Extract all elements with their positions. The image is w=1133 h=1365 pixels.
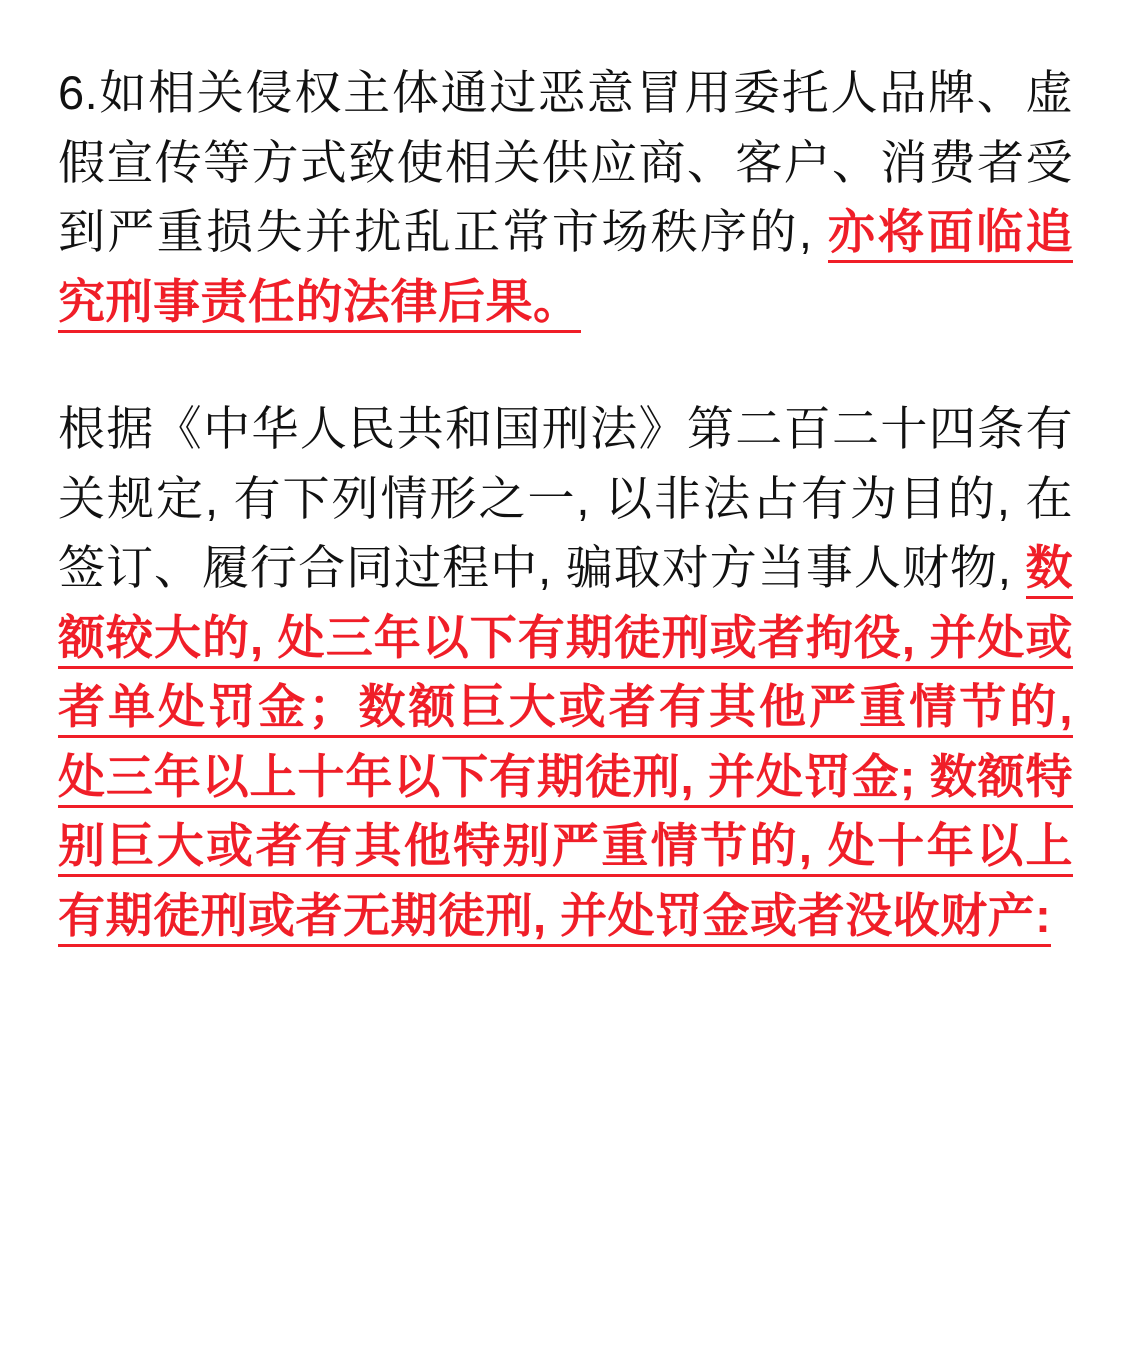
paragraph-article-224-plain-text: 根据《中华人民共和国刑法》第二百二十四条有关规定, 有下列情形之一, 以非法占有为目的, 在签订、履行合同过程中, 骗取对方当事人财物, xyxy=(58,402,1073,595)
paragraph-clause-6-plain-text: 6.如相关侵权主体通过恶意冒用委托人品牌、虚假宣传等方式致使相关供应商、客户、消费者受到严重损失并扰乱正常市场秩序的, xyxy=(58,66,1073,259)
paragraph-clause-6-highlighted-text: 亦将面临追究刑事责任的法律后果。 xyxy=(58,205,1073,333)
paragraph-criminal-law-article-224 xyxy=(58,394,1073,950)
paragraph-clause-6 xyxy=(58,58,1073,336)
paragraph-article-224-highlighted-text: 数额较大的, 处三年以下有期徒刑或者拘役, 并处或者单处罚金；数额巨大或者有其他严重情节的, 处三年以上十年以下有期徒刑, 并处罚金; 数额特别巨大或者有其他特别严重情节的, 处十年以上有期徒刑或者无期徒刑, 并处罚金或者没收财产: xyxy=(58,541,1073,947)
